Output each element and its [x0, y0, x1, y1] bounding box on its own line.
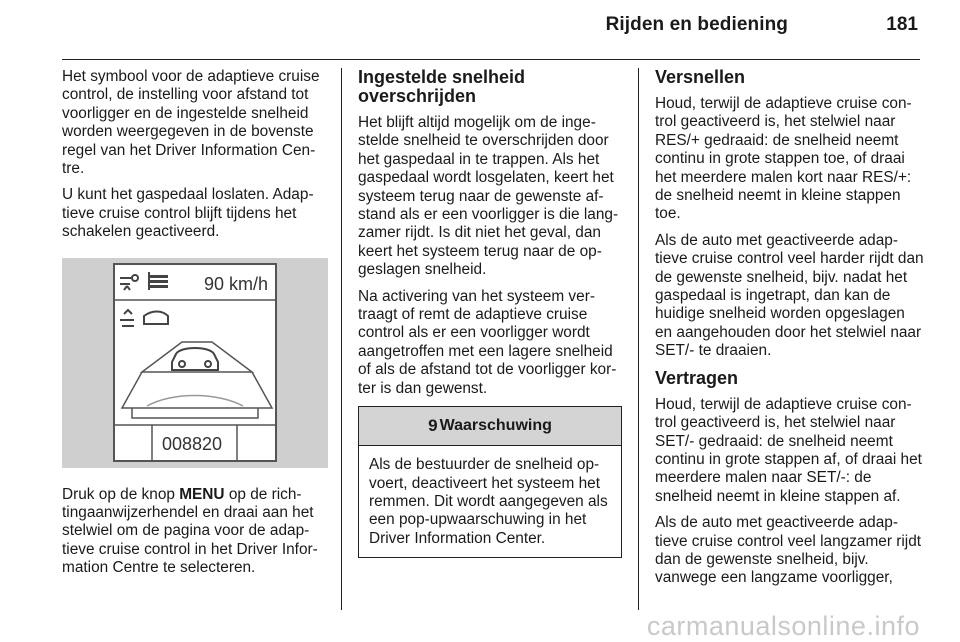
dic-display-illustration	[62, 258, 328, 468]
section-heading: Versnellen	[655, 67, 746, 87]
paragraph: Houd, terwijl de adaptieve cruise control geactiveerd is, het stelwiel naar RES/+ gedraaid: de snelheid neemt continu in grote stappen toe, of draai het meerdere malen kort naar RES/+: de snelheid neemt in kleine stappen toe.	[655, 95, 912, 223]
paragraph: Houd, terwijl de adaptieve cruise control geactiveerd is, het stelwiel naar SET/- gedraaid: de snelheid neemt continu in grote stappen af, of draai het meerdere malen naar SET/-: de snelheid neemt in kleine stappen af.	[655, 395, 922, 505]
paragraph: Als de auto met geactiveerde adaptieve cruise control veel langzamer rijdt dan de gewenste snelheid, bijv. vanwege een langzame voorligger,	[655, 514, 922, 587]
car-ahead-icon	[172, 348, 218, 370]
page-number: 181	[886, 14, 918, 35]
column-divider	[341, 68, 342, 610]
menu-key-label: MENU	[179, 485, 225, 503]
column-1	[62, 68, 328, 586]
set-speed-value: 90 km/h	[204, 273, 269, 294]
paragraph: Het blijft altijd mogelijk om de ingestelde snelheid te overschrijden door het gaspedaal in te trappen. Als het gaspedaal wordt losgelaten, keert het systeem terug naar de gewenste afstand als er een voorligger is die langzamer rijdt. Is dit niet het geval, dan keert het systeem terug naar de opgeslagen snelheid.	[358, 114, 619, 279]
paragraph: Druk op de knop MENU op de richtingaanwijzerhendel en draai aan het stelwiel om de pagina voor de adaptieve cruise control in het Driver Information Centre te selecteren.	[62, 485, 318, 577]
warning-box	[358, 406, 622, 558]
header-title: Rijden en bediening	[605, 14, 788, 35]
paragraph: Als de auto met geactiveerde adaptieve cruise control veel harder rijdt dan de gewenste snelheid, bijv. nadat het gaspedaal is ingetrapt, dan kan de huidige snelheid worden opgeslagen en aangehouden door het stelwiel naar SET/- te draaien.	[655, 231, 924, 360]
column-3	[655, 68, 925, 596]
section-heading: Ingestelde snelheid overschrijden	[358, 67, 526, 106]
paragraph: U kunt het gaspedaal loslaten. Adaptieve cruise control blijft tijdens het schakelen geactiveerd.	[62, 186, 314, 241]
column-divider	[638, 68, 639, 610]
header-rule	[62, 59, 920, 60]
warning-title: Waarschuwing	[439, 416, 552, 434]
watermark: carmanualsonline.info	[646, 611, 920, 641]
warning-header	[359, 407, 621, 446]
warning-text: Als de bestuurder de snelheid opvoert, deactiveert het systeem het remmen. Dit wordt aangegeven als een pop-upwaarschuwing in het Driver Information Center.	[369, 456, 608, 547]
warning-triangle-icon: 9	[428, 415, 438, 435]
odometer-value: 008820	[162, 433, 223, 454]
column-2	[358, 68, 622, 558]
paragraph: Het symbool voor de adaptieve cruise control, de instelling voor afstand tot voorligger en de ingestelde snelheid worden weergegeven in de bovenste regel van het Driver Information Centre.	[62, 68, 320, 178]
driver-information-centre-figure	[62, 258, 328, 468]
paragraph: Na activering van het systeem vertraagt of remt de adaptieve cruise control als er een voorligger wordt aangetroffen met een lagere snelheid of als de afstand tot de voorligger korter is dan gewenst.	[358, 287, 617, 397]
section-heading: Vertragen	[655, 367, 739, 388]
